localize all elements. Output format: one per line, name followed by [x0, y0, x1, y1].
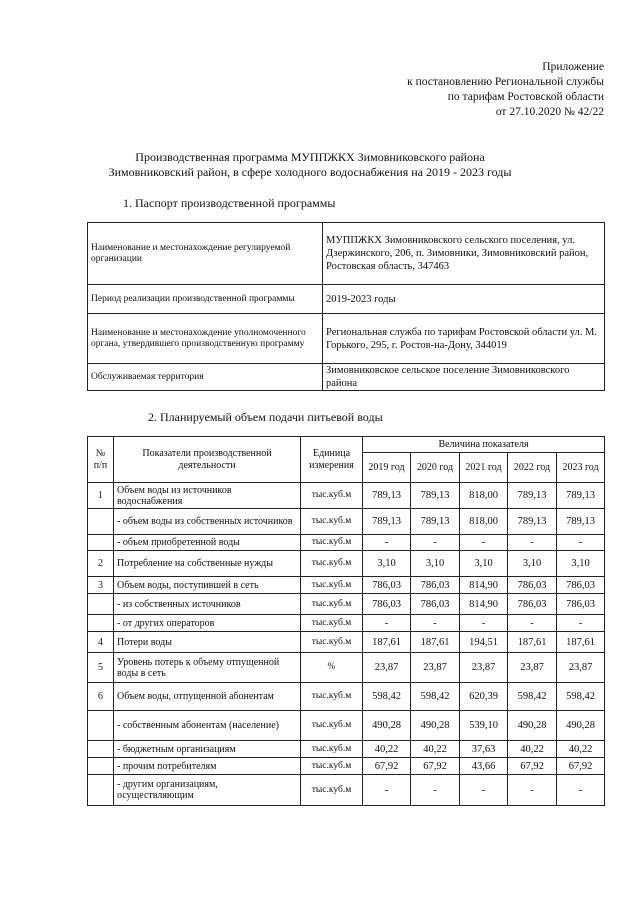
passport-field-value: 2019-2023 годы — [323, 285, 605, 314]
table-row — [88, 741, 605, 758]
column-header-year: 2023 год — [557, 453, 605, 483]
row-value: 786,03 — [508, 577, 557, 594]
table-row — [88, 683, 605, 711]
row-value: - — [557, 775, 605, 806]
row-value: 789,13 — [557, 509, 605, 535]
row-value: 789,13 — [363, 483, 411, 509]
row-number — [88, 758, 114, 775]
row-unit: тыс.куб.м — [301, 615, 363, 632]
appendix-line: Приложение — [542, 61, 604, 73]
table-row — [88, 615, 605, 632]
row-indicator-name: Объем воды из источников водоснабжения — [114, 483, 301, 509]
row-unit: тыс.куб.м — [301, 551, 363, 577]
row-value: 37,63 — [460, 741, 508, 758]
row-unit: тыс.куб.м — [301, 483, 363, 509]
passport-field-name: Обслуживаемая территория — [88, 364, 323, 391]
row-value: 490,28 — [557, 711, 605, 741]
row-value: 67,92 — [557, 758, 605, 775]
row-value: 23,87 — [411, 653, 460, 683]
row-value: 43,66 — [460, 758, 508, 775]
row-number — [88, 711, 114, 741]
row-value: 789,13 — [363, 509, 411, 535]
passport-field-name: Наименование и местонахождение уполномоченного органа, утвердившего производственную программу — [88, 314, 323, 364]
row-indicator-name: - прочим потребителям — [114, 758, 301, 775]
row-number — [88, 509, 114, 535]
row-value: - — [460, 615, 508, 632]
row-value: 598,42 — [411, 683, 460, 711]
row-value: 786,03 — [557, 577, 605, 594]
row-number: 4 — [88, 632, 114, 653]
row-value: 490,28 — [508, 711, 557, 741]
row-value: 3,10 — [411, 551, 460, 577]
row-number — [88, 775, 114, 806]
row-value: - — [411, 775, 460, 806]
row-unit: тыс.куб.м — [301, 741, 363, 758]
column-header-value-group: Величина показателя — [363, 437, 605, 453]
row-indicator-name: - объем приобретенной воды — [114, 535, 301, 551]
row-indicator-name: - из собственных источников — [114, 594, 301, 615]
passport-field-value: МУППЖКХ Зимовниковского сельского поселения, ул. Дзержинского, 206, п. Зимовники, Зимовниковский район, Ростовская область, 347463 — [323, 223, 605, 285]
table-row — [88, 483, 605, 509]
column-header-unit: Единица измерения — [301, 437, 363, 483]
table-row — [88, 775, 605, 806]
table-row — [88, 364, 605, 391]
section-heading-volumes: 2. Планируемый объем подачи питьевой воды — [148, 410, 383, 424]
row-indicator-name: - бюджетным организациям — [114, 741, 301, 758]
row-value: 789,13 — [508, 483, 557, 509]
table-row — [88, 632, 605, 653]
table-row — [88, 653, 605, 683]
table-row — [88, 758, 605, 775]
row-value: - — [508, 615, 557, 632]
column-header-year: 2022 год — [508, 453, 557, 483]
row-number: 5 — [88, 653, 114, 683]
row-value: 187,61 — [411, 632, 460, 653]
row-value: 789,13 — [411, 483, 460, 509]
row-unit: тыс.куб.м — [301, 775, 363, 806]
row-value: 786,03 — [557, 594, 605, 615]
row-value: 187,61 — [363, 632, 411, 653]
passport-table — [87, 222, 605, 391]
table-row — [88, 314, 605, 364]
appendix-block — [330, 60, 604, 120]
row-value: 490,28 — [363, 711, 411, 741]
row-value: 786,03 — [363, 577, 411, 594]
section-heading-passport: 1. Паспорт производственной программы — [123, 196, 336, 210]
row-value: 818,00 — [460, 483, 508, 509]
row-value: 814,90 — [460, 594, 508, 615]
row-value: - — [411, 535, 460, 551]
row-number: 2 — [88, 551, 114, 577]
row-value: - — [363, 535, 411, 551]
row-number: 3 — [88, 577, 114, 594]
row-number: 6 — [88, 683, 114, 711]
row-number: 1 — [88, 483, 114, 509]
table-row — [88, 577, 605, 594]
row-indicator-name: Потери воды — [114, 632, 301, 653]
row-number — [88, 535, 114, 551]
column-header-indicator: Показатели производственной деятельности — [114, 437, 301, 483]
row-number — [88, 741, 114, 758]
row-value: 3,10 — [557, 551, 605, 577]
row-unit: тыс.куб.м — [301, 535, 363, 551]
row-value: - — [460, 775, 508, 806]
row-value: - — [557, 535, 605, 551]
row-value: 490,28 — [411, 711, 460, 741]
row-indicator-name: - собственным абонентам (население) — [114, 711, 301, 741]
row-value: 598,42 — [557, 683, 605, 711]
row-value: - — [508, 535, 557, 551]
row-value: 786,03 — [363, 594, 411, 615]
row-value: 786,03 — [411, 577, 460, 594]
row-value: 789,13 — [508, 509, 557, 535]
row-unit: тыс.куб.м — [301, 683, 363, 711]
row-value: 620,39 — [460, 683, 508, 711]
row-value: 23,87 — [363, 653, 411, 683]
row-value: 789,13 — [411, 509, 460, 535]
row-indicator-name: Объем воды, поступившей в сеть — [114, 577, 301, 594]
document-title — [90, 150, 530, 180]
row-unit: тыс.куб.м — [301, 711, 363, 741]
row-unit: тыс.куб.м — [301, 632, 363, 653]
row-value: 40,22 — [557, 741, 605, 758]
row-value: 818,00 — [460, 509, 508, 535]
row-value: 67,92 — [508, 758, 557, 775]
row-value: 23,87 — [460, 653, 508, 683]
row-value: - — [411, 615, 460, 632]
row-value: 23,87 — [557, 653, 605, 683]
table-row — [88, 594, 605, 615]
row-indicator-name: - другим организациям, осуществляющим — [114, 775, 301, 806]
row-value: 3,10 — [460, 551, 508, 577]
table-row — [88, 535, 605, 551]
row-indicator-name: - объем воды из собственных источников — [114, 509, 301, 535]
row-value: 187,61 — [508, 632, 557, 653]
row-value: 67,92 — [411, 758, 460, 775]
row-value: - — [363, 775, 411, 806]
row-value: - — [557, 615, 605, 632]
row-indicator-name: Уровень потерь к объему отпущенной воды в сеть — [114, 653, 301, 683]
row-value: 187,61 — [557, 632, 605, 653]
appendix-line: по тарифам Ростовской области — [447, 91, 604, 103]
row-value: 40,22 — [411, 741, 460, 758]
row-indicator-name: Объем воды, отпущенной абонентам — [114, 683, 301, 711]
row-unit: тыс.куб.м — [301, 509, 363, 535]
passport-field-name: Наименование и местонахождение регулируемой организации — [88, 223, 323, 285]
passport-field-name: Период реализации производственной программы — [88, 285, 323, 314]
table-body — [88, 483, 605, 806]
table-row — [88, 551, 605, 577]
title-line: Производственная программа МУППЖКХ Зимовниковского района — [135, 150, 485, 164]
row-value: 40,22 — [363, 741, 411, 758]
row-unit: тыс.куб.м — [301, 577, 363, 594]
passport-field-value: Зимовниковское сельское поселение Зимовниковского района — [323, 364, 605, 391]
row-unit: тыс.куб.м — [301, 594, 363, 615]
row-number — [88, 594, 114, 615]
passport-field-value: Региональная служба по тарифам Ростовской области ул. М. Горького, 295, г. Ростов-на-Дону, 344019 — [323, 314, 605, 364]
title-line: Зимовниковский район, в сфере холодного водоснабжения на 2019 - 2023 годы — [108, 165, 512, 179]
table-header-row — [88, 437, 605, 453]
appendix-line: от 27.10.2020 № 42/22 — [495, 106, 604, 118]
row-value: 786,03 — [508, 594, 557, 615]
row-value: 3,10 — [363, 551, 411, 577]
table-row — [88, 509, 605, 535]
row-value: 786,03 — [411, 594, 460, 615]
table-row — [88, 285, 605, 314]
row-unit: тыс.куб.м — [301, 758, 363, 775]
row-value: 539,10 — [460, 711, 508, 741]
row-value: 67,92 — [363, 758, 411, 775]
row-value: 3,10 — [508, 551, 557, 577]
row-unit: % — [301, 653, 363, 683]
column-header-year: 2021 год — [460, 453, 508, 483]
row-value: 814,90 — [460, 577, 508, 594]
row-value: 598,42 — [508, 683, 557, 711]
row-indicator-name: Потребление на собственные нужды — [114, 551, 301, 577]
row-value: 194,51 — [460, 632, 508, 653]
row-indicator-name: - от других операторов — [114, 615, 301, 632]
row-value: - — [363, 615, 411, 632]
row-value: - — [508, 775, 557, 806]
appendix-line: к постановлению Региональной службы — [407, 76, 604, 88]
table-row — [88, 711, 605, 741]
row-value: 789,13 — [557, 483, 605, 509]
row-value: 23,87 — [508, 653, 557, 683]
water-volume-table — [87, 436, 605, 806]
row-value: - — [460, 535, 508, 551]
row-number — [88, 615, 114, 632]
column-header-year: 2020 год — [411, 453, 460, 483]
column-header-year: 2019 год — [363, 453, 411, 483]
row-value: 40,22 — [508, 741, 557, 758]
table-row — [88, 223, 605, 285]
column-header-number: № п/п — [88, 437, 114, 483]
row-value: 598,42 — [363, 683, 411, 711]
